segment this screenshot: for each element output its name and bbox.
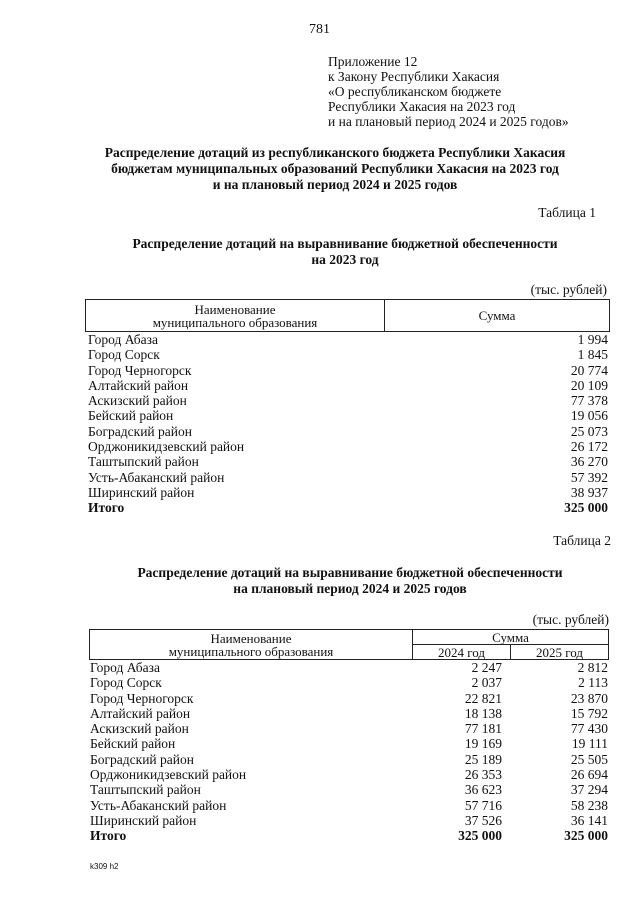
table-row [88, 439, 608, 454]
row-value: 77 378 [570, 393, 608, 409]
row-value-2024: 25 189 [464, 751, 502, 767]
table-row [90, 813, 608, 828]
table1-title-line: Распределение дотаций на выравнивание бюджетной обеспеченности [132, 236, 558, 251]
row-value-2025: 58 238 [570, 797, 608, 813]
table-row [88, 424, 608, 439]
row-value-2025: 2 812 [577, 660, 608, 675]
row-name: Город Абаза [90, 660, 160, 675]
row-value-2025: 37 294 [570, 782, 608, 798]
table1-title-line: на 2023 год [311, 252, 379, 267]
row-name: Город Черногорск [90, 690, 194, 706]
row-name: Аскизский район [90, 721, 189, 737]
row-value-2025: 19 111 [571, 736, 608, 752]
table-row [90, 736, 608, 751]
row-value-2024: 37 526 [464, 812, 502, 828]
row-name: Город Сорск [88, 347, 160, 363]
table2-title-line: Распределение дотаций на выравнивание бюджетной обеспеченности [137, 565, 563, 580]
row-value: 20 109 [570, 377, 608, 393]
table-row [88, 332, 608, 347]
row-name: Алтайский район [88, 377, 189, 393]
total-row [88, 500, 608, 515]
total-value-2024: 325 000 [458, 828, 502, 844]
table2-header-2024: 2024 год [413, 645, 511, 660]
footer-code: k309 h2 [90, 862, 119, 871]
header-name-line2: муниципального образования [152, 314, 318, 330]
table-row [90, 721, 608, 736]
row-name: Бейский район [88, 408, 174, 424]
row-name: Город Сорск [90, 675, 162, 691]
table2-header [89, 629, 609, 660]
table-row [90, 767, 608, 782]
table1-header-name [86, 300, 385, 332]
table2-unit: (тыс. рублей) [532, 612, 609, 627]
row-value-2025: 2 113 [578, 675, 608, 691]
row-value: 1 845 [577, 347, 608, 363]
row-value-2025: 23 870 [570, 690, 608, 706]
header-name-line1: Наименование [210, 630, 292, 646]
table2-header-name [90, 630, 413, 660]
appendix-line: Приложение 12 [328, 54, 418, 69]
row-value-2024: 2 037 [471, 675, 502, 691]
total-label: Итого [88, 500, 125, 516]
row-name: Бейский район [90, 736, 176, 752]
row-value-2024: 19 169 [464, 736, 502, 752]
row-value-2024: 26 353 [464, 767, 502, 783]
table-row [88, 470, 608, 485]
header-name-line1: Наименование [194, 301, 276, 317]
table2-header-sum: Сумма [413, 630, 609, 645]
row-value-2024: 2 247 [471, 660, 502, 675]
row-name: Аскизский район [88, 393, 187, 409]
row-value: 25 073 [570, 423, 608, 439]
row-name: Ширинский район [88, 484, 195, 500]
main-title [60, 145, 610, 193]
table2-label: Таблица 2 [553, 533, 611, 548]
row-value: 26 172 [570, 439, 608, 455]
row-value-2025: 36 141 [570, 812, 608, 828]
row-value-2025: 15 792 [570, 705, 608, 721]
page-number: 781 [309, 22, 330, 37]
table2-title-line: на плановый период 2024 и 2025 годов [233, 581, 467, 596]
table-row [88, 347, 608, 362]
row-value: 38 937 [570, 484, 608, 500]
main-title-line: Распределение дотаций из республиканского бюджета Республики Хакасия [104, 145, 566, 160]
table-row [90, 782, 608, 797]
table2-header-2025: 2025 год [511, 645, 609, 660]
row-name: Таштыпский район [90, 782, 201, 798]
appendix-line: «О республиканском бюджете [328, 84, 502, 99]
table-row [88, 378, 608, 393]
row-value: 36 270 [570, 454, 608, 470]
table-row [88, 363, 608, 378]
appendix-line: и на плановый период 2024 и 2025 годов» [328, 114, 569, 129]
table-row [88, 393, 608, 408]
appendix-line: Республики Хакасия на 2023 год [328, 99, 516, 114]
row-name: Боградский район [90, 751, 194, 767]
appendix-line: к Закону Республики Хакасия [328, 69, 500, 84]
row-value-2024: 36 623 [464, 782, 502, 798]
appendix-header [328, 54, 569, 129]
total-value-2025: 325 000 [564, 828, 608, 844]
row-value-2024: 77 181 [464, 721, 502, 737]
row-name: Усть-Абаканский район [90, 797, 227, 813]
row-value: 1 994 [577, 332, 608, 347]
table1-header [85, 299, 610, 332]
table-row [90, 752, 608, 767]
row-name: Таштыпский район [88, 454, 199, 470]
table-row [90, 706, 608, 721]
total-value: 325 000 [564, 500, 608, 516]
main-title-line: бюджетам муниципальных образований Республики Хакасия на 2023 год [111, 161, 559, 176]
row-value-2025: 26 694 [570, 767, 608, 783]
table1-header-sum: Сумма [385, 300, 610, 332]
row-value-2024: 57 716 [464, 797, 502, 813]
table-row [88, 408, 608, 423]
table1-unit: (тыс. рублей) [530, 282, 607, 297]
row-name: Ширинский район [90, 812, 197, 828]
total-label: Итого [90, 828, 127, 844]
table-row [90, 691, 608, 706]
row-value-2025: 77 430 [570, 721, 608, 737]
row-value-2024: 22 821 [464, 690, 502, 706]
table-row [88, 485, 608, 500]
row-value: 20 774 [570, 362, 608, 378]
row-name: Алтайский район [90, 705, 191, 721]
table-row [90, 660, 608, 675]
row-value: 19 056 [570, 408, 608, 424]
main-title-line: и на плановый период 2024 и 2025 годов [212, 177, 458, 192]
row-name: Город Абаза [88, 332, 158, 347]
table-row [88, 454, 608, 469]
table2-title [80, 565, 620, 597]
row-name: Боградский район [88, 423, 192, 439]
total-row [90, 828, 608, 843]
row-name: Город Черногорск [88, 362, 192, 378]
table1-body [88, 332, 608, 516]
row-name: Орджоникидзевский район [88, 439, 245, 455]
table2-body [90, 660, 608, 844]
row-value: 57 392 [570, 469, 608, 485]
table1-title [80, 236, 610, 268]
row-name: Усть-Абаканский район [88, 469, 225, 485]
header-name-line2: муниципального образования [168, 643, 334, 659]
row-name: Орджоникидзевский район [90, 767, 247, 783]
row-value-2025: 25 505 [570, 751, 608, 767]
table1-label: Таблица 1 [538, 205, 596, 220]
row-value-2024: 18 138 [464, 705, 502, 721]
table-row [90, 798, 608, 813]
table-row [90, 675, 608, 690]
